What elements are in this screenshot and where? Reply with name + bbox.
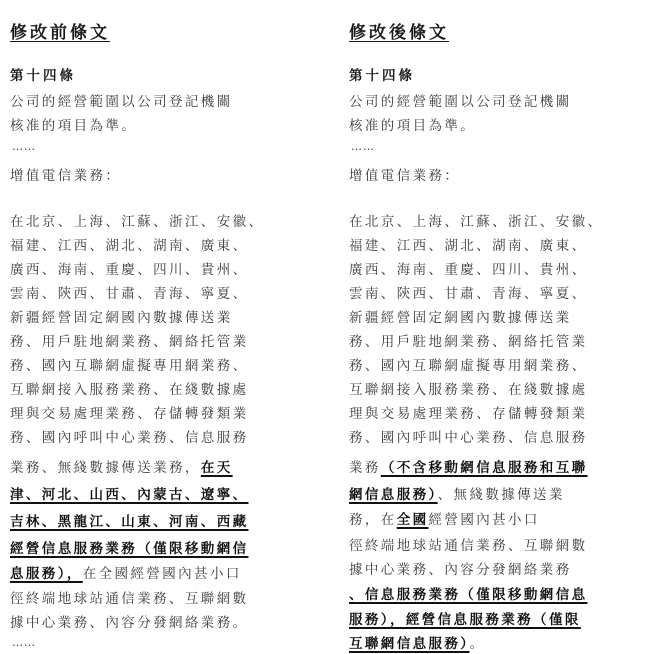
body-line: 新疆經營固定網國內數據傳送業 — [10, 310, 233, 326]
body-line: 廣西、海南、重慶、四川、貴州、 — [349, 262, 588, 278]
body-line: 徑終端地球站通信業務、互聯網數 — [10, 591, 249, 607]
body-line: 徑終端地球站通信業務、互聯網數 — [349, 538, 588, 554]
added-text: 服務），經營信息服務業務（僅限 — [349, 612, 581, 628]
column-heading: 修改後條文 — [349, 23, 449, 43]
body-line — [349, 508, 540, 528]
body-text: 業務、無綫數據傳送業務， — [10, 460, 201, 476]
body-text: 經營國內甚小口 — [428, 512, 540, 528]
article-title: 第十四條 — [349, 68, 415, 84]
body-line — [349, 632, 485, 652]
body-line: 理與交易處理業務、存儲轉發類業 — [10, 406, 249, 422]
body-line: 互聯網接入服務業務、在綫數據處 — [349, 382, 588, 398]
body-line — [349, 456, 588, 476]
body-text: 在全國經營國內甚小口 — [82, 566, 242, 582]
added-text: 全國 — [396, 512, 429, 528]
body-line: 在北京、上海、江蘇、浙江、安徽、 — [349, 214, 604, 230]
body-line — [10, 562, 242, 582]
body-line: 廣西、海南、重慶、四川、貴州、 — [10, 262, 249, 278]
body-line: 務、用戶駐地網業務、網絡托管業 — [10, 334, 249, 350]
body-line — [10, 510, 249, 530]
deleted-text: 息服務）， — [10, 566, 83, 582]
body-line: 務、國內互聯網虛擬專用網業務、 — [10, 358, 249, 374]
added-text: （不含移動網信息服務和互聯 — [380, 460, 588, 476]
body-text: 務，在 — [349, 512, 397, 528]
vat-label: 增值電信業務： — [349, 168, 461, 184]
body-line — [349, 583, 588, 603]
body-line: 務、國內互聯網虛擬專用網業務、 — [349, 358, 588, 374]
added-text: 互聯網信息服務） — [349, 636, 470, 652]
added-text: 、信息服務業務（僅限移動網信息 — [349, 587, 588, 603]
deleted-text: 經營信息服務業務（僅限移動網信 — [10, 541, 249, 557]
intro-line: 核准的項目為準。 — [349, 118, 477, 134]
body-line — [10, 483, 249, 503]
body-line: 據中心業務、內容分發網絡業務 — [349, 562, 572, 578]
deleted-text: 吉林、黑龍江、山東、河南、西藏 — [10, 514, 249, 530]
body-text: 業務 — [349, 460, 381, 476]
ellipsis: …… — [12, 140, 36, 153]
body-line: 在北京、上海、江蘇、浙江、安徽、 — [10, 214, 265, 230]
vat-label: 增值電信業務： — [10, 168, 122, 184]
body-line: 福建、江西、湖北、湖南、廣東、 — [349, 238, 588, 254]
intro-line: 公司的經營範圍以公司登記機關 — [349, 94, 572, 110]
body-line: 務、國內呼叫中心業務、信息服務 — [349, 430, 588, 446]
ellipsis: …… — [351, 140, 375, 153]
article-title: 第十四條 — [10, 68, 76, 84]
body-line: 據中心業務、內容分發網絡業務。 — [10, 615, 249, 631]
body-text: 。 — [469, 636, 486, 652]
body-line — [349, 608, 581, 628]
body-line: 雲南、陝西、甘肅、青海、寧夏、 — [10, 286, 249, 302]
deleted-text: 津、河北、山西、內蒙古、遼寧、 — [10, 487, 249, 503]
deleted-text: 在天 — [200, 460, 233, 476]
added-text: 網信息服務） — [349, 487, 438, 503]
body-line: 福建、江西、湖北、湖南、廣東、 — [10, 238, 249, 254]
ellipsis: …… — [12, 636, 36, 649]
body-line — [10, 456, 233, 476]
intro-line: 公司的經營範圍以公司登記機關 — [10, 94, 233, 110]
body-line — [349, 483, 565, 503]
column-heading: 修改前條文 — [10, 23, 110, 43]
body-line: 雲南、陝西、甘肅、青海、寧夏、 — [349, 286, 588, 302]
body-line: 務、國內呼叫中心業務、信息服務 — [10, 430, 249, 446]
body-line: 新疆經營固定網國內數據傳送業 — [349, 310, 572, 326]
body-text: 、無綫數據傳送業 — [437, 487, 565, 503]
body-line — [10, 537, 249, 557]
intro-line: 核准的項目為準。 — [10, 118, 138, 134]
body-line: 務、用戶駐地網業務、網絡托管業 — [349, 334, 588, 350]
body-line: 理與交易處理業務、存儲轉發類業 — [349, 406, 588, 422]
body-line: 互聯網接入服務業務、在綫數據處 — [10, 382, 249, 398]
